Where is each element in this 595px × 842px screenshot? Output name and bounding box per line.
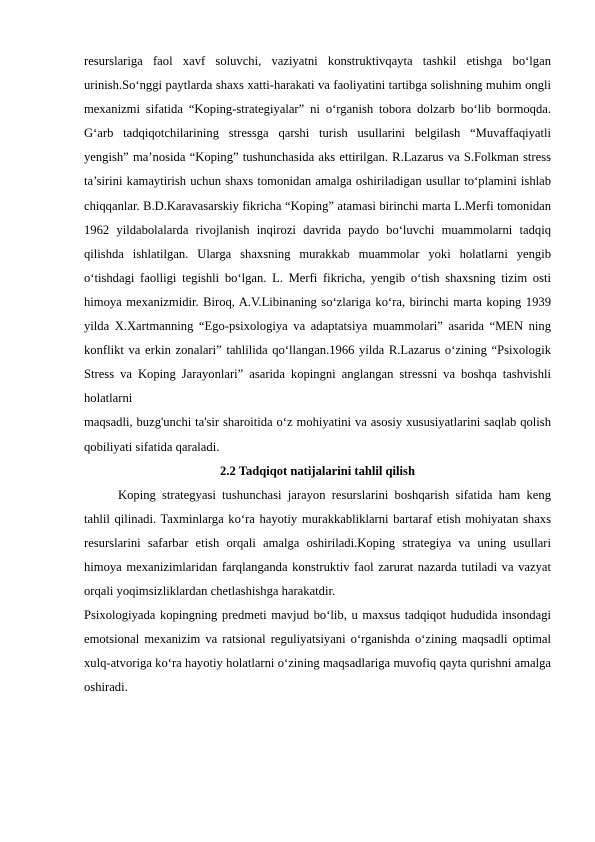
paragraph-koping-strategy: Koping strategyasi tushunchasi jarayon resurslarini boshqarish sifatida ham keng tahlil qilinadi. Taxminlarga ko‘ra hayotiy murakkabliklarni bartaraf etish mohiyatan shaxs resurslarini safarbar etish orqali amalga oshiriladi.Koping strategiya va uning usullari himoya mexanizimlaridan farqlanganda konstruktiv faol zarurat nazarda tutiladi va vazyat orqali yoqimsizliklardan chetlashishga harakatdir.: [84, 487, 551, 599]
section-heading: 2.2 Tadqiqot natijalarini tahlil qilish: [220, 463, 415, 478]
document-body: [84, 49, 551, 700]
paragraph-koping-definition: maqsadli, buzg'unchi ta'sir sharoitida o‘z mohiyatini va asosiy xususiyatlarini saqlab qolish qobiliyati sifatida qaraladi.: [84, 415, 551, 454]
paragraph-koping-psychology: Psixologiyada kopingning predmeti mavjud bo‘lib, u maxsus tadqiqot hududida insondagi emotsional mexanizim va ratsional reguliyatsiyani o‘rganishda o‘zining maqsadli optimal xulq-atvoriga ko‘ra hayotiy holatlarni o‘zining maqsadlariga muvofiq qayta qurishni amalga oshiradi.: [84, 608, 551, 695]
paragraph-koping-intro: resurslariga faol xavf soluvchi, vaziyatni konstruktivqayta tashkil etishga bo‘lgan urinish.So‘nggi paytlarda shaxs xatti-harakati va faoliyatini tartibga solishning muhim ongli mexanizmi sifatida “Koping-strategiyalar” ni o‘rganish tobora dolzarb bo‘lib bormoqda. G‘arb tadqiqotchilarining stressga qarshi turish usullarini belgilash “Muvaffaqiyatli yengish” ma’nosida “Koping” tushunchasida aks ettirilgan. R.Lazarus va S.Folkman stress ta’sirini kamaytirish uchun shaxs tomonidan amalga oshiriladigan usullar to‘plamini ishlab chiqqanlar. B.D.Karavasarskiy fikricha “Koping” atamasi birinchi marta L.Merfi tomonidan 1962 yildabolalarda rivojlanish inqirozi davrida paydo bo‘luvchi muammolarni tadqiq qilishda ishlatilgan. Ularga shaxsning murakkab muammolar yoki holatlarni yengib o‘tishdagi faolligi tegishli bo‘lgan. L. Merfi fikricha, yengib o‘tish shaxsning tizim osti himoya mexanizmidir. Biroq, A.V.Libinaning so‘zlariga ko‘ra, birinchi marta koping 1939 yilda X.Xartmanning “Ego-psixologiya va adaptatsiya muammolari” asarida “MEN ning konflikt va erkin zonalari” tahlilida qo‘llangan.1966 yilda R.Lazarus o‘zining “Psixologik Stress va Koping Jarayonlari” asarida kopingni anglangan stressni va boshqa tashvishli holatlarni: [84, 54, 551, 406]
